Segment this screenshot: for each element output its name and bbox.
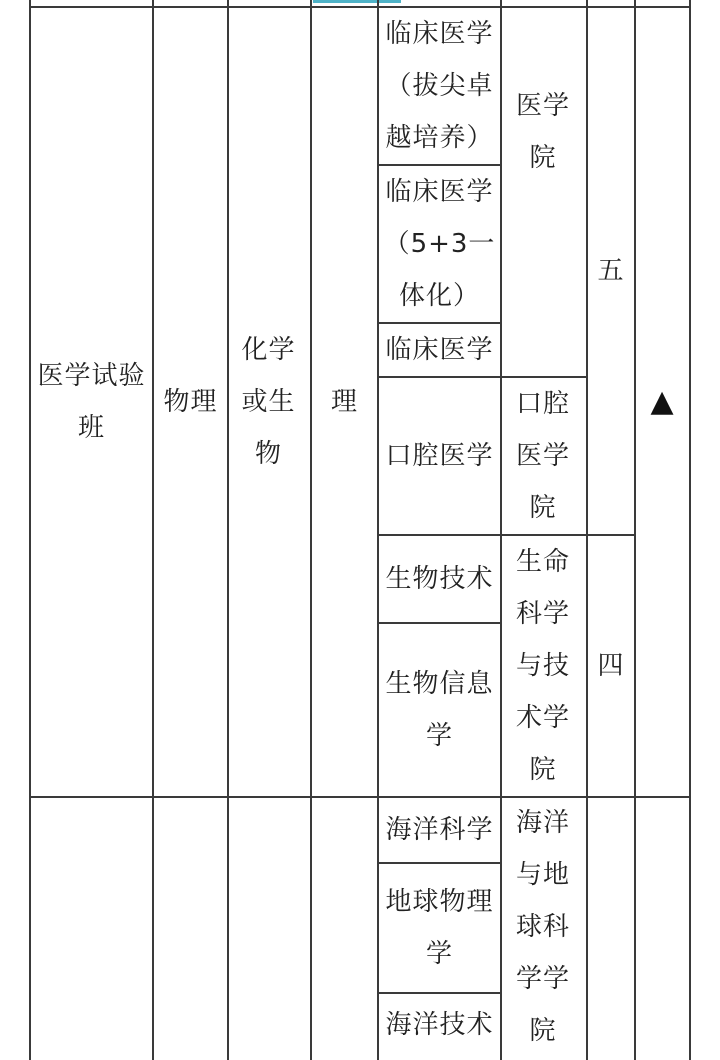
school-cell: 生命科学与技术学院	[515, 547, 570, 785]
major-cell: 临床医学（拔尖卓越培养）	[385, 19, 494, 153]
triangle-mark-icon: ▲	[650, 384, 675, 419]
major-cell: 海洋技术	[385, 1010, 494, 1040]
top-accent-bar	[313, 0, 401, 3]
major-cell: 生物技术	[385, 564, 494, 594]
second-subject-cell: 化学或生物	[241, 335, 296, 469]
major-cell: 临床医学（5+3一体化）	[383, 177, 496, 311]
type-cell: 理	[330, 387, 358, 417]
first-subject-cell: 物理	[163, 387, 218, 417]
school-cell: 口腔医学院	[515, 389, 570, 523]
years-cell: 四	[597, 651, 625, 681]
grid-line	[500, 0, 502, 1060]
school-cell: 海洋与地球科学学院	[515, 808, 570, 1046]
grid-line	[227, 0, 229, 1060]
major-cell: 口腔医学	[385, 441, 494, 471]
major-cell: 生物信息学	[385, 669, 494, 751]
major-cell: 地球物理学	[385, 887, 494, 969]
grid-line	[29, 796, 691, 798]
category-cell: 医学试验班	[37, 361, 146, 443]
major-cell: 海洋科学	[385, 815, 494, 845]
years-cell: 五	[597, 256, 625, 286]
grid-line	[689, 0, 691, 1060]
school-cell: 医学院	[515, 91, 570, 173]
major-cell: 临床医学	[385, 335, 494, 365]
